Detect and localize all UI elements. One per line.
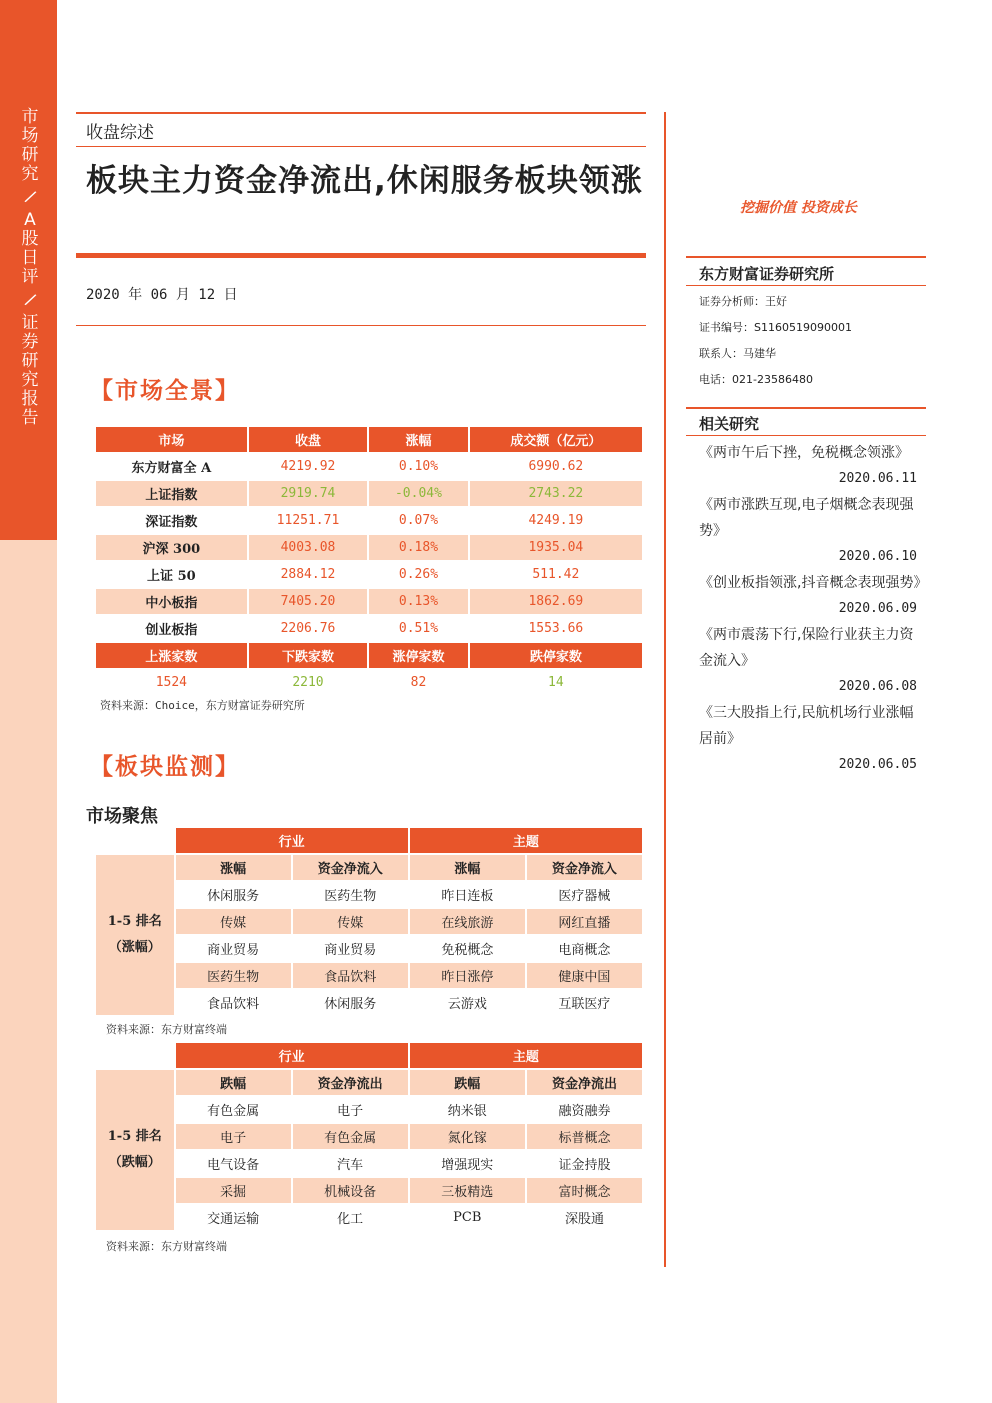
table-cell: 商业贸易 — [324, 943, 377, 958]
table-cell: 交通运输 — [207, 1212, 260, 1227]
col-change: 涨幅 — [369, 427, 467, 452]
table-row — [96, 616, 642, 641]
sidebar-label-char: A — [24, 210, 36, 230]
related-title: 相关研究 — [699, 415, 760, 433]
table-row — [96, 963, 642, 988]
table-cell: 深股通 — [564, 1212, 604, 1227]
institute-rule — [686, 256, 926, 258]
table-cell: 证金持股 — [558, 1158, 611, 1173]
tag-rule — [76, 146, 646, 147]
related-rule — [686, 407, 926, 409]
related-research-date: 2020.06.08 — [838, 679, 917, 694]
market-close: 7405.20 — [249, 589, 368, 614]
table-cell: 机械设备 — [293, 1178, 408, 1203]
market-table — [94, 425, 644, 697]
market-close: 2206.76 — [280, 621, 336, 636]
rank-label-line1: 1-5 排名 — [107, 914, 162, 929]
gainers-source: 资料来源：东方财富终端 — [106, 1023, 227, 1036]
title-rule — [76, 253, 646, 258]
table-cell: 标普概念 — [527, 1124, 642, 1149]
table-row — [96, 589, 642, 614]
sidebar-label-char: 研 — [21, 145, 39, 165]
stat-limit-down: 14 — [470, 670, 642, 695]
market-close: 2919.74 — [249, 481, 368, 506]
sub-header: 资金净流出 — [293, 1070, 408, 1095]
col-volume: 成交额（亿元） — [470, 427, 642, 452]
table-cell: 食品饮料 — [207, 997, 260, 1012]
table-cell: 传媒 — [293, 909, 408, 934]
rank-label — [96, 1070, 174, 1230]
col-close: 收盘 — [249, 427, 368, 452]
related-under-rule — [686, 435, 926, 436]
sidebar-label-char: / — [22, 186, 38, 208]
table-cell: 增强现实 — [441, 1158, 494, 1173]
market-change: -0.04% — [369, 481, 467, 506]
table-cell: 融资融券 — [558, 1104, 611, 1119]
stat-up-count: 1524 — [96, 670, 247, 695]
group-industry: 行业 — [176, 828, 408, 853]
stat-up-count-label: 上涨家数 — [96, 643, 247, 668]
table-cell: 电子 — [176, 1124, 291, 1149]
table-row — [96, 1205, 642, 1230]
table-cell: 电商概念 — [558, 943, 611, 958]
stat-down-count-label: 下跌家数 — [249, 643, 368, 668]
table-cell: 电气设备 — [207, 1158, 260, 1173]
market-change: 0.10% — [398, 459, 439, 474]
rank-label-line2: （跌幅） — [108, 1155, 161, 1170]
group-header-row — [96, 1043, 642, 1068]
table-cell: 昨日涨停 — [410, 963, 525, 988]
sub-header: 资金净流入 — [293, 855, 408, 880]
market-volume: 4249.19 — [528, 513, 584, 528]
table-cell: 有色金属 — [207, 1104, 260, 1119]
related-research-link[interactable]: 《两市涨跌互现,电子烟概念表现强势》 — [699, 497, 914, 539]
market-change: 0.51% — [398, 621, 439, 636]
table-row — [96, 535, 642, 560]
market-change: 0.13% — [369, 589, 467, 614]
table-cell: 采掘 — [176, 1178, 291, 1203]
table-cell: 商业贸易 — [207, 943, 260, 958]
table-row — [96, 1151, 642, 1176]
sidebar-label-char: 市 — [21, 107, 39, 127]
table-cell: 氮化镓 — [410, 1124, 525, 1149]
related-research-date: 2020.06.10 — [838, 549, 917, 564]
market-close: 4003.08 — [249, 535, 368, 560]
sidebar-vertical-label — [18, 108, 42, 428]
sector-heading: 【板块监测】 — [90, 753, 240, 780]
institute-name: 东方财富证券研究所 — [699, 265, 835, 283]
sub-header: 跌幅 — [410, 1070, 525, 1095]
table-row — [96, 882, 642, 907]
market-volume: 1935.04 — [470, 535, 642, 560]
license-number: 证书编号：S1160519090001 — [699, 321, 852, 334]
market-name: 中小板指 — [96, 589, 247, 614]
stat-value-row — [96, 670, 642, 695]
report-date: 2020 年 06 月 12 日 — [86, 287, 238, 303]
top-rule — [76, 112, 646, 114]
sidebar-label-char: 研 — [21, 351, 39, 371]
market-change: 0.07% — [398, 513, 439, 528]
market-table-header — [96, 427, 642, 452]
sidebar-label-char: 券 — [21, 332, 39, 352]
table-row — [96, 1124, 642, 1149]
sidebar-label-char: 场 — [21, 126, 39, 146]
table-row — [96, 562, 642, 587]
group-industry: 行业 — [176, 1043, 408, 1068]
rank-label-line2: （涨幅） — [108, 940, 161, 955]
table-cell: PCB — [453, 1210, 482, 1225]
related-research-link[interactable]: 《两市震荡下行,保险行业获主力资金流入》 — [699, 627, 914, 669]
market-close: 4219.92 — [280, 459, 336, 474]
market-name: 上证 50 — [147, 569, 196, 584]
table-row — [96, 454, 642, 479]
table-cell: 化工 — [337, 1212, 364, 1227]
market-change: 0.18% — [369, 535, 467, 560]
market-name: 东方财富全 A — [131, 461, 212, 476]
table-row — [96, 508, 642, 533]
table-cell: 医药生物 — [176, 963, 291, 988]
market-volume: 511.42 — [532, 567, 580, 582]
related-research-link[interactable]: 《两市午后下挫，免税概念领涨》 — [699, 445, 909, 461]
related-research-list — [699, 440, 928, 778]
market-volume: 1862.69 — [470, 589, 642, 614]
slogan: 挖掘价值 投资成长 — [740, 200, 857, 216]
group-theme: 主题 — [410, 1043, 642, 1068]
sub-header: 资金净流出 — [527, 1070, 642, 1095]
table-cell: 免税概念 — [441, 943, 494, 958]
market-heading: 【市场全景】 — [90, 377, 240, 404]
date-rule — [76, 325, 646, 326]
losers-source: 资料来源：东方财富终端 — [106, 1240, 227, 1253]
related-research-date: 2020.06.11 — [838, 471, 917, 486]
contact: 联系人：马建华 — [699, 347, 776, 360]
table-row — [96, 936, 642, 961]
analyst: 证券分析师：王好 — [699, 295, 787, 308]
market-name: 上证指数 — [96, 481, 247, 506]
sidebar-label-char: 股 — [21, 229, 39, 249]
sidebar-label-char: 证 — [21, 313, 39, 333]
market-focus-subheading: 市场聚焦 — [86, 806, 158, 827]
market-volume: 6990.62 — [528, 459, 584, 474]
rank-label-line1: 1-5 排名 — [107, 1129, 162, 1144]
sub-header: 跌幅 — [176, 1070, 291, 1095]
market-close: 11251.71 — [276, 513, 340, 528]
table-cell: 休闲服务 — [207, 889, 260, 904]
table-cell: 云游戏 — [447, 997, 487, 1012]
market-source: 资料来源：Choice，东方财富证券研究所 — [100, 699, 305, 712]
sidebar-label-char: 究 — [21, 370, 39, 390]
table-cell: 纳米银 — [447, 1104, 487, 1119]
blank-cell — [96, 828, 174, 853]
stat-header-row — [96, 643, 642, 668]
table-cell: 网红直播 — [527, 909, 642, 934]
table-cell: 昨日连板 — [441, 889, 494, 904]
group-header-row — [96, 828, 642, 853]
col-market: 市场 — [96, 427, 247, 452]
section-tag: 收盘综述 — [86, 123, 154, 143]
related-research-link[interactable]: 《创业板指领涨,抖音概念表现强势》 — [699, 575, 928, 591]
stat-down-count: 2210 — [249, 670, 368, 695]
table-cell: 三板精选 — [410, 1178, 525, 1203]
table-cell: 休闲服务 — [324, 997, 377, 1012]
table-cell: 医药生物 — [324, 889, 377, 904]
sub-header: 资金净流入 — [527, 855, 642, 880]
table-row — [96, 481, 642, 506]
sidebar-label-char: / — [22, 289, 38, 311]
table-cell: 传媒 — [176, 909, 291, 934]
market-close: 2884.12 — [280, 567, 336, 582]
sidebar-label-char: 告 — [21, 408, 39, 428]
related-research-date: 2020.06.09 — [838, 601, 917, 616]
sidebar-label-char: 日 — [21, 248, 39, 268]
phone: 电话：021-23586480 — [699, 373, 813, 386]
page-title: 板块主力资金净流出,休闲服务板块领涨 — [86, 163, 643, 199]
table-cell: 互联医疗 — [558, 997, 611, 1012]
related-research-date: 2020.06.05 — [838, 757, 917, 772]
sidebar-label-char: 究 — [21, 164, 39, 184]
stat-limit-down-label: 跌停家数 — [470, 643, 642, 668]
table-cell: 健康中国 — [527, 963, 642, 988]
column-divider — [664, 112, 666, 1267]
market-volume: 1553.66 — [528, 621, 584, 636]
table-cell: 在线旅游 — [410, 909, 525, 934]
table-cell: 电子 — [337, 1104, 364, 1119]
sidebar-label-char: 报 — [21, 389, 39, 409]
group-theme: 主题 — [410, 828, 642, 853]
sub-header-row — [96, 1070, 642, 1095]
table-row — [96, 1178, 642, 1203]
sidebar-label-char: 评 — [21, 267, 39, 287]
market-change: 0.26% — [398, 567, 439, 582]
table-row — [96, 990, 642, 1015]
gainers-table — [94, 826, 644, 1017]
market-volume: 2743.22 — [470, 481, 642, 506]
blank-cell — [96, 1043, 174, 1068]
stat-limit-up-label: 涨停家数 — [369, 643, 467, 668]
rank-label — [96, 855, 174, 1015]
table-row — [96, 1097, 642, 1122]
market-name: 创业板指 — [145, 623, 198, 638]
table-cell: 汽车 — [337, 1158, 364, 1173]
sub-header: 涨幅 — [410, 855, 525, 880]
market-name: 深证指数 — [145, 515, 198, 530]
sub-header: 涨幅 — [176, 855, 291, 880]
related-research-link[interactable]: 《三大股指上行,民航机场行业涨幅居前》 — [699, 705, 914, 747]
table-cell: 有色金属 — [293, 1124, 408, 1149]
sub-header-row — [96, 855, 642, 880]
table-row — [96, 909, 642, 934]
table-cell: 食品饮料 — [293, 963, 408, 988]
market-name: 沪深 300 — [96, 535, 247, 560]
losers-table — [94, 1041, 644, 1232]
sidebar-band-light — [0, 540, 57, 1403]
table-cell: 医疗器械 — [558, 889, 611, 904]
table-cell: 富时概念 — [527, 1178, 642, 1203]
stat-limit-up: 82 — [369, 670, 467, 695]
institute-under-rule — [686, 285, 926, 286]
